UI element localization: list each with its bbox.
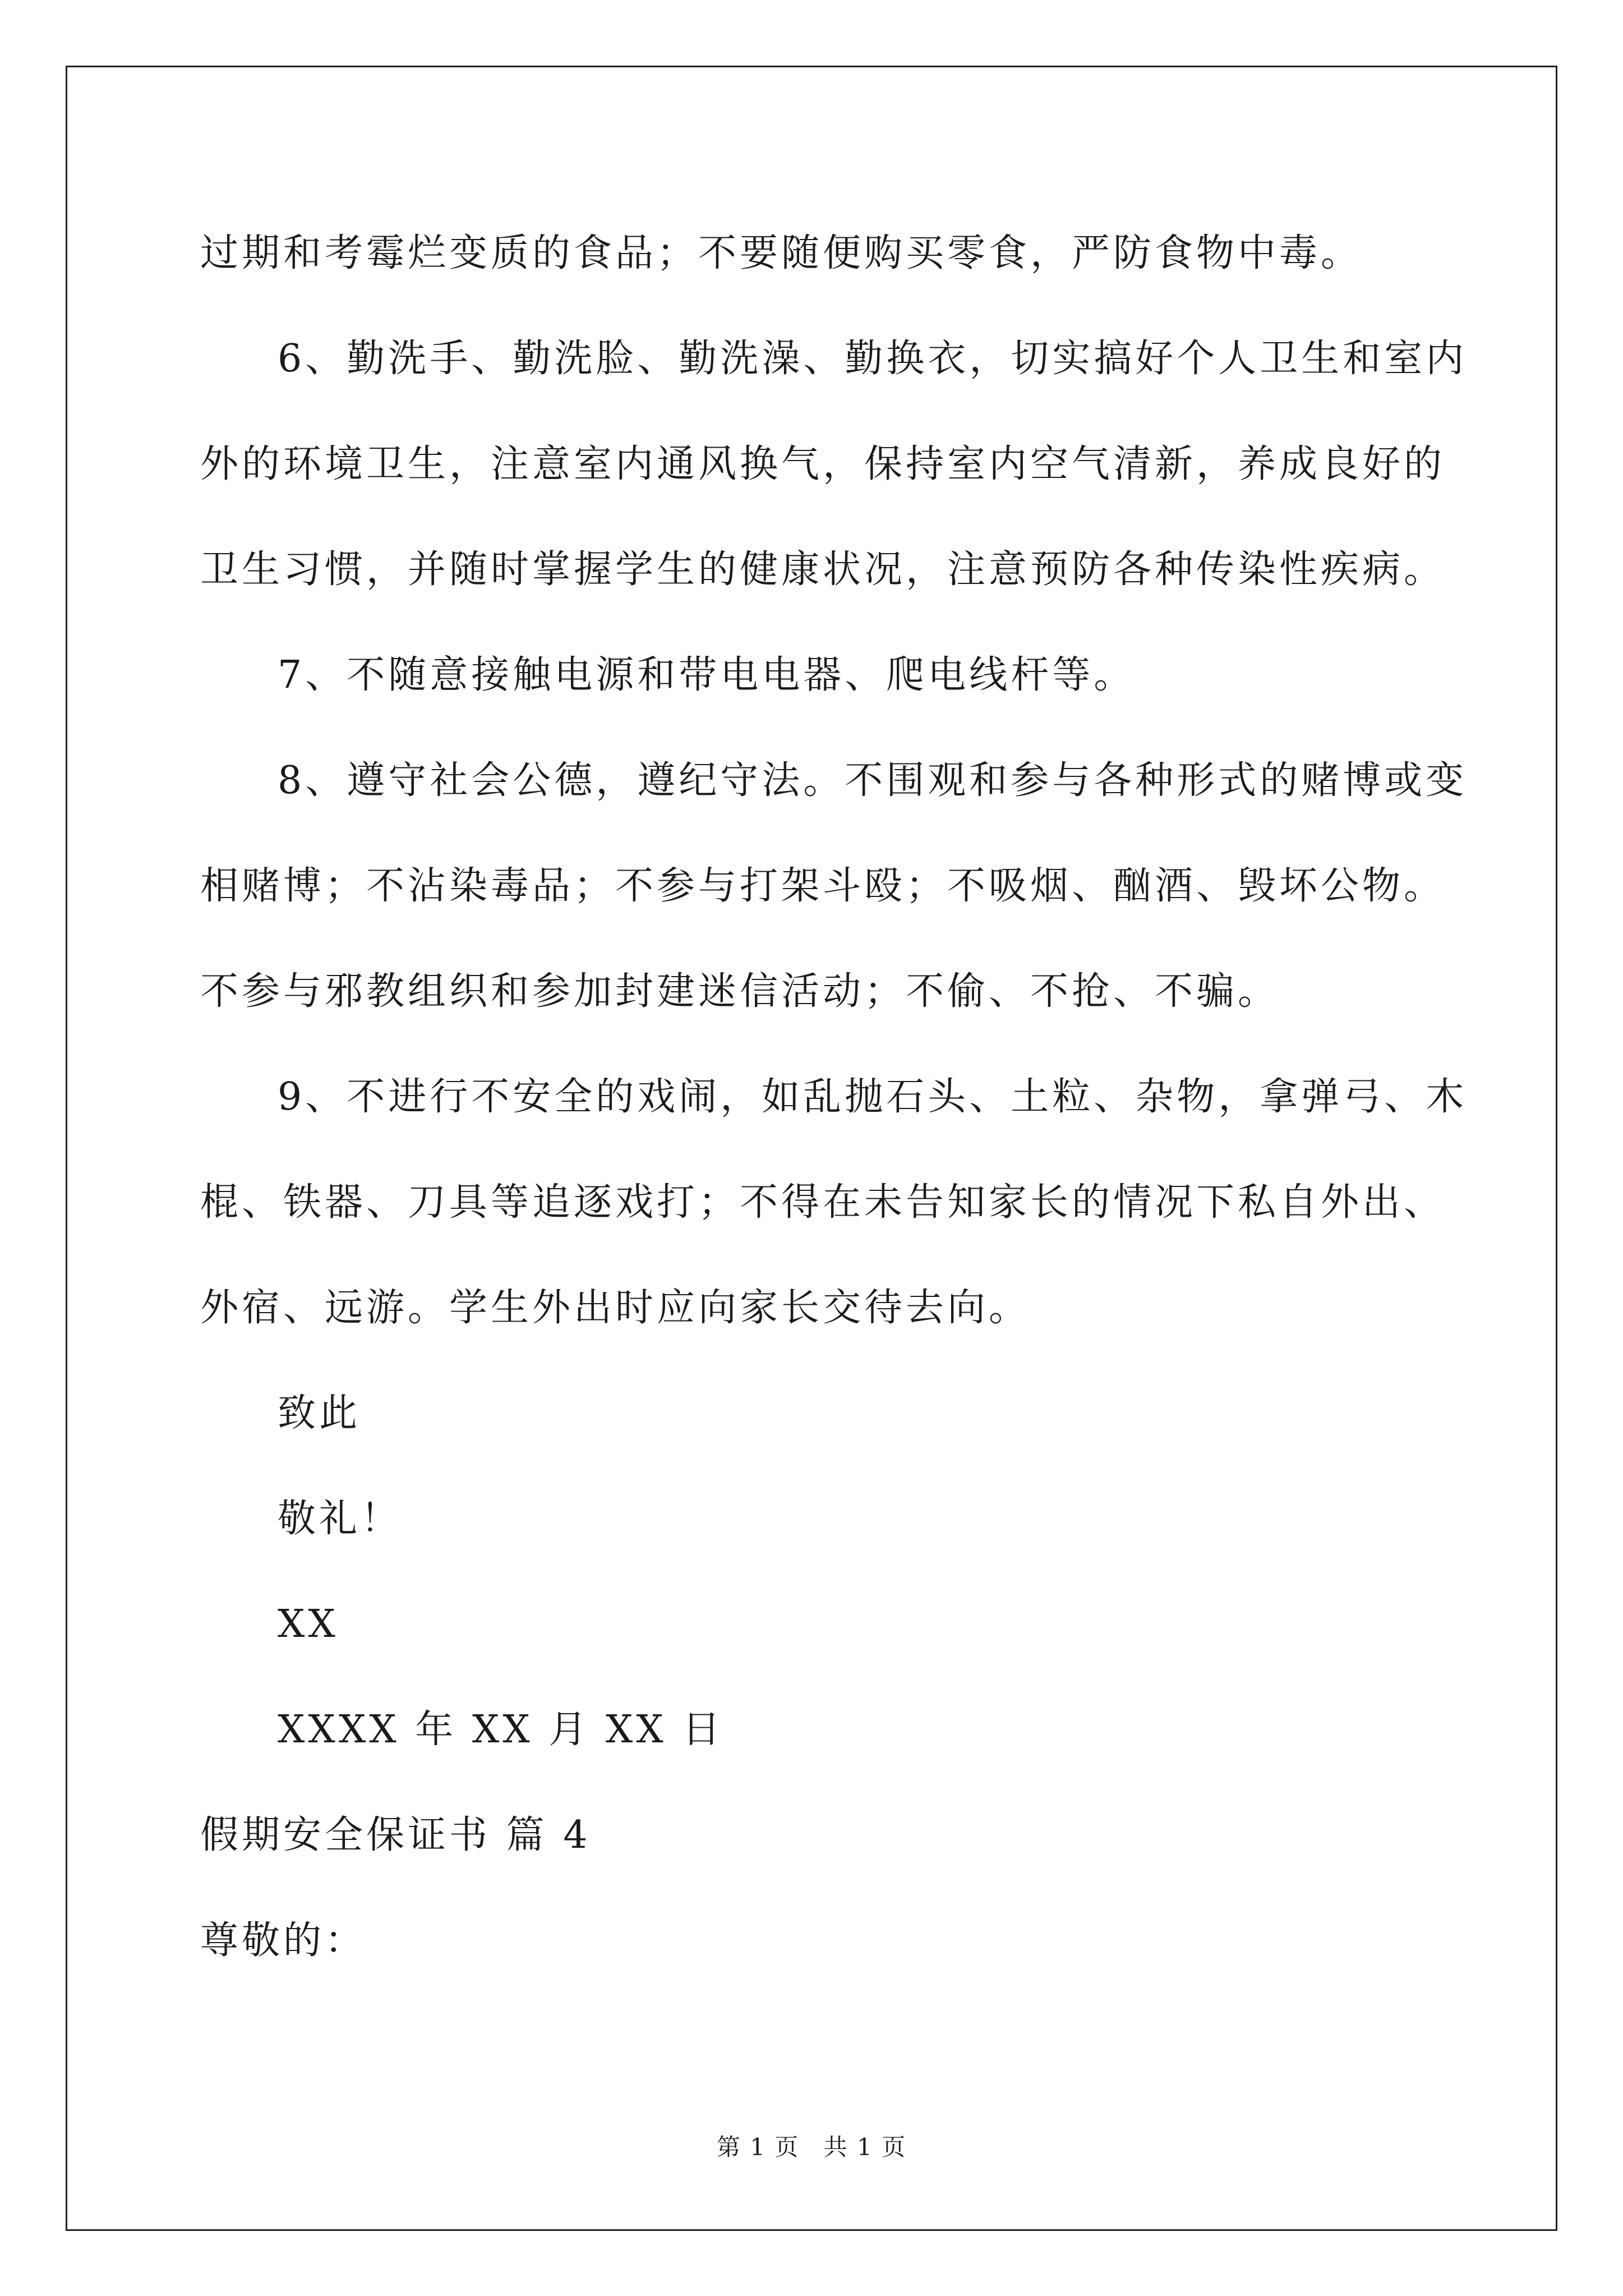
text-line: 棍、铁器、刀具等追逐戏打；不得在未告知家长的情况下私自外出、 — [200, 1180, 1446, 1225]
text-line: 8、遵守社会公德，遵纪守法。不围观和参与各种形式的赌博或变 — [278, 758, 1468, 803]
text-line: 外的环境卫生，注意室内通风换气，保持室内空气清新，养成良好的 — [200, 442, 1446, 486]
salutation-line: 敬礼！ — [278, 1497, 403, 1541]
text-line: 6、勤洗手、勤洗脸、勤洗澡、勤换衣，切实搞好个人卫生和室内 — [278, 337, 1468, 381]
text-line: 过期和考霉烂变质的食品；不要随便购买零食，严防食物中毒。 — [200, 231, 1363, 275]
text-line: 卫生习惯，并随时掌握学生的健康状况，注意预防各种传染性疾病。 — [200, 547, 1446, 592]
date-line: XXXX 年 XX 月 XX 日 — [278, 1708, 724, 1752]
page-footer — [0, 2129, 1623, 2162]
text-line: 外宿、远游。学生外出时应向家长交待去向。 — [200, 1286, 1031, 1330]
signature-line: XX — [278, 1602, 339, 1646]
text-line: 7、不随意接触电源和带电电器、爬电线杆等。 — [278, 653, 1136, 697]
text-line: 不参与邪教组织和参加封建迷信活动；不偷、不抢、不骗。 — [200, 969, 1280, 1014]
closing-line: 致此 — [278, 1391, 361, 1435]
greeting-line: 尊敬的： — [200, 1918, 367, 1963]
section-heading: 假期安全保证书 篇 4 — [200, 1813, 591, 1857]
page-number-current: 第 1 页 — [716, 2133, 800, 2161]
page-number-total: 共 1 页 — [823, 2133, 907, 2161]
text-line: 相赌博；不沾染毒品；不参与打架斗殴；不吸烟、酗酒、毁坏公物。 — [200, 864, 1446, 908]
page-border — [66, 66, 1557, 2231]
text-line: 9、不进行不安全的戏闹，如乱抛石头、土粒、杂物，拿弹弓、木 — [278, 1075, 1468, 1119]
